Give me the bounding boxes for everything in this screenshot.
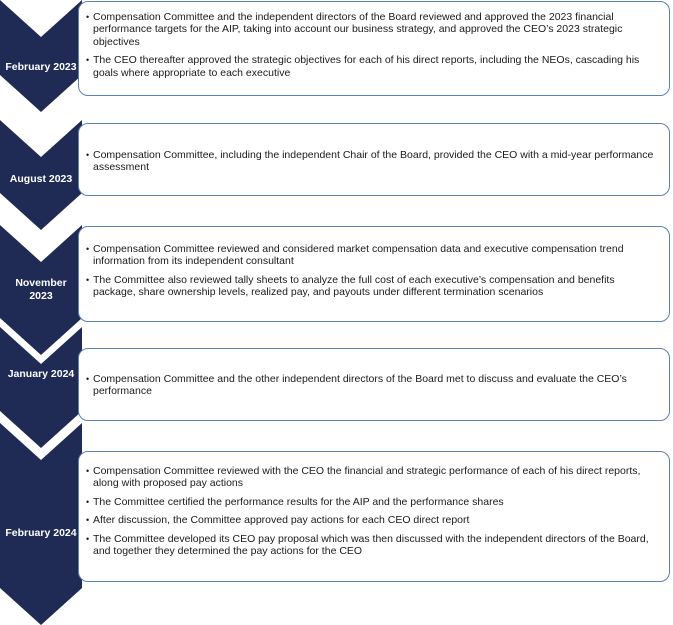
timeline-chevron <box>0 0 82 112</box>
bullet-list <box>87 149 659 180</box>
timeline-period-label: November 2023 <box>15 277 67 302</box>
timeline-period-label: February 2024 <box>5 527 77 539</box>
timeline-card <box>78 123 670 196</box>
timeline-period-label: August 2023 <box>9 173 73 185</box>
chevron-shape <box>0 423 82 625</box>
bullet-item: • The Committee certified the performance results for the AIP and the performance shares <box>87 496 659 508</box>
timeline-chevron <box>0 120 82 230</box>
timeline-period-label: February 2023 <box>5 61 77 73</box>
timeline-card <box>78 1 670 96</box>
bullet-item: • Compensation Committee, including the independent Chair of the Board, provided the CEO with a mid-year performance assessment <box>87 149 659 174</box>
timeline-card <box>78 348 670 421</box>
bullet-item: • Compensation Committee reviewed with the CEO the financial and strategic performance of each of his direct reports, along with proposed pay actions <box>87 465 659 490</box>
bullet-item: • The Committee developed its CEO pay proposal which was then discussed with the independent directors of the Board, and together they determined the pay actions for the CEO <box>87 533 659 558</box>
chevron-shape <box>0 0 82 112</box>
timeline-card <box>78 451 670 582</box>
bullet-list <box>87 465 659 563</box>
bullet-list <box>87 11 659 85</box>
timeline-chevron <box>0 423 82 625</box>
bullet-item: • The Committee also reviewed tally sheets to analyze the full cost of each executive’s compensation and benefits package, share ownership levels, realized pay, and payouts under different termination scenarios <box>87 274 659 299</box>
timeline-card <box>78 226 670 322</box>
bullet-item: • Compensation Committee and the independent directors of the Board reviewed and approved the 2023 financial performance targets for the AIP, taking into account our business strategy, and approved the CEO’s 2023 strategic objectives <box>87 11 659 48</box>
bullet-item: • Compensation Committee and the other independent directors of the Board met to discuss and evaluate the CEO’s performance <box>87 373 659 398</box>
bullet-item: • The CEO thereafter approved the strategic objectives for each of his direct reports, including the NEOs, cascading his goals where appropriate to each executive <box>87 54 659 79</box>
bullet-list <box>87 243 659 305</box>
bullet-item: • Compensation Committee reviewed and considered market compensation data and executive compensation trend information from its independent consultant <box>87 243 659 268</box>
bullet-list <box>87 373 659 404</box>
timeline-period-label: January 2024 <box>7 368 75 380</box>
bullet-item: • After discussion, the Committee approved pay actions for each CEO direct report <box>87 514 659 526</box>
